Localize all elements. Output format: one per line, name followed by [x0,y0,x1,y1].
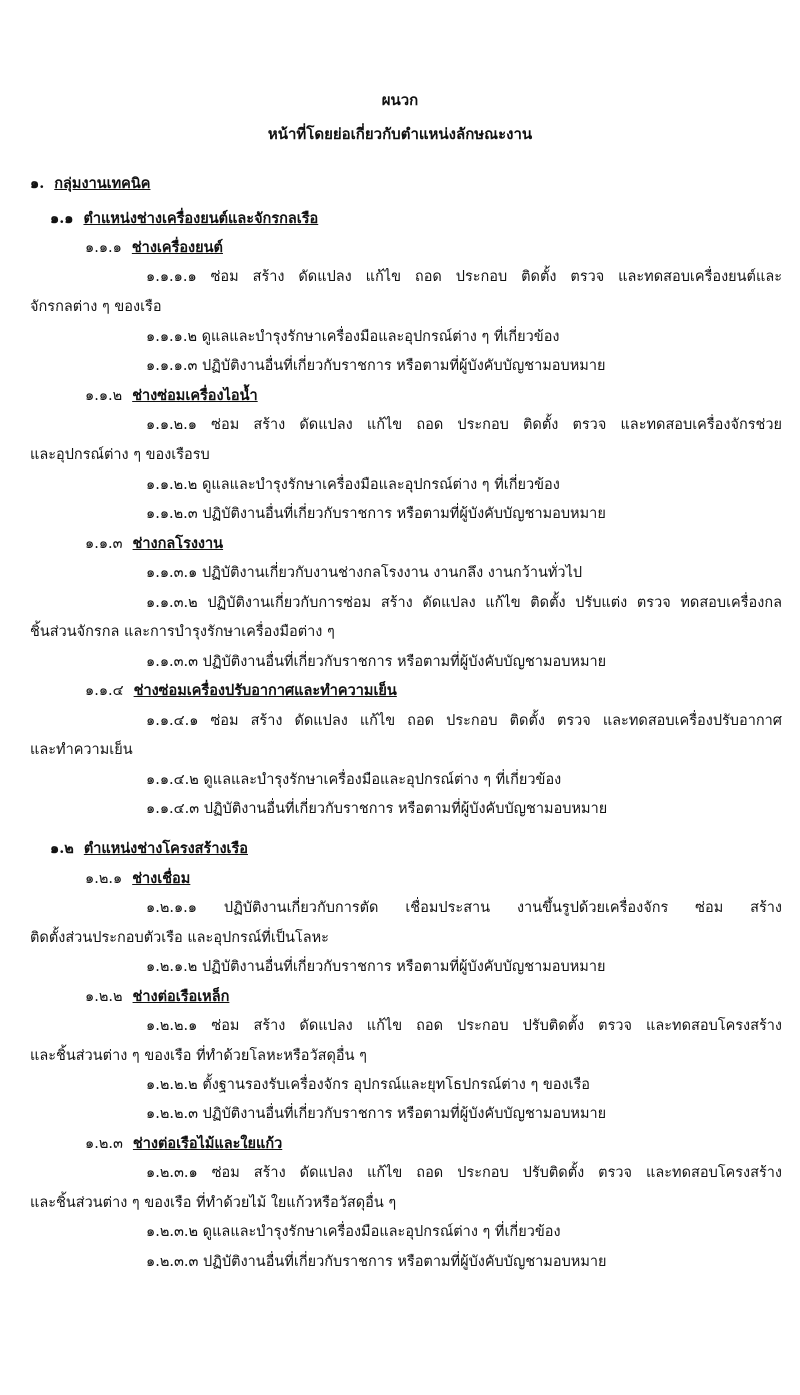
section-number: ๑.๑ [50,210,74,227]
section-label: ตำแหน่งช่างโครงสร้างเรือ [83,840,248,857]
subsection-heading [85,869,190,889]
subsection-heading [85,1134,282,1154]
subsection-heading [85,386,258,406]
item-text: และทำความเย็น [30,742,133,758]
item-text: ติดตั้งส่วนประกอบตัวเรือ และอุปกรณ์ที่เป็นโลหะ [30,930,329,946]
subsection-number: ๑.๑.๑ [85,240,122,256]
subsection-number: ๑.๑.๔ [85,683,124,699]
item-text: ๑.๒.๒.๒ ตั้งฐานรองรับเครื่องจักร อุปกรณ์และยุทโธปกรณ์ต่าง ๆ ของเรือ [146,1077,591,1093]
section-label: ตำแหน่งช่างเครื่องยนต์และจักรกลเรือ [83,210,319,227]
item-text: ๑.๑.๓.๑ ปฏิบัติงานเกี่ยวกับงานช่างกลโรงงาน งานกลึง งานกว้านทั่วไป [146,565,583,581]
item-text: ๑.๑.๑.๓ ปฏิบัติงานอื่นที่เกี่ยวกับราชการ หรือตามที่ผู้บังคับบัญชามอบหมาย [146,358,606,374]
subsection-number: ๑.๒.๓ [85,1136,123,1152]
item-text: ๑.๒.๒.๑ ซ่อม สร้าง ดัดแปลง แก้ไข ถอด ประกอบ ปรับติดตั้ง ตรวจ และทดสอบโครงสร้าง [146,1018,782,1034]
subsection-label: ช่างซ่อมเครื่องปรับอากาศและทำความเย็น [133,682,397,699]
subsection-heading [85,534,223,554]
item-text: ๑.๑.๑.๒ ดูแลและบำรุงรักษาเครื่องมือและอุปกรณ์ต่าง ๆ ที่เกี่ยวข้อง [146,329,560,345]
item-text: ๑.๒.๓.๒ ดูแลและบำรุงรักษาเครื่องมือและอุปกรณ์ต่าง ๆ ที่เกี่ยวข้อง [146,1224,561,1240]
item-text: ๑.๑.๓.๒ ปฏิบัติงานเกี่ยวกับการซ่อม สร้าง ดัดแปลง แก้ไข ติดตั้ง ปรับแต่ง ตรวจ ทดสอบเครื่องกล [146,595,782,611]
item-text: และชิ้นส่วนต่าง ๆ ของเรือ ที่ทำด้วยไม้ ใยแก้วหรือวัสดุอื่น ๆ [30,1195,397,1211]
item-text: ๑.๑.๔.๒ ดูแลและบำรุงรักษาเครื่องมือและอุปกรณ์ต่าง ๆ ที่เกี่ยวข้อง [146,772,562,788]
item-text: และอุปกรณ์ต่าง ๆ ของเรือรบ [30,447,210,463]
item-text: ๑.๒.๓.๑ ซ่อม สร้าง ดัดแปลง แก้ไข ถอด ประกอบ ปรับติดตั้ง ตรวจ และทดสอบโครงสร้าง [146,1165,782,1181]
document-subtitle: หน้าที่โดยย่อเกี่ยวกับตำแหน่งลักษณะงาน [267,125,533,143]
subsection-label: ช่างต่อเรือไม้และใยแก้ว [132,1135,283,1152]
section-number: ๑.๒ [50,840,74,857]
subsection-number: ๑.๑.๒ [85,388,123,404]
subsection-label: ช่างเชื่อม [132,870,191,887]
subsection-label: ช่างเครื่องยนต์ [131,239,223,256]
item-text: และชิ้นส่วนต่าง ๆ ของเรือ ที่ทำด้วยโลหะหรือวัสดุอื่น ๆ [30,1048,367,1064]
group-heading [30,174,150,194]
section-heading [50,209,318,229]
subsection-label: ช่างซ่อมเครื่องไอน้ำ [132,387,258,404]
document-title: ผนวก [381,91,419,109]
subsection-number: ๑.๑.๓ [85,536,123,552]
item-text: ๑.๑.๓.๓ ปฏิบัติงานอื่นที่เกี่ยวกับราชการ หรือตามที่ผู้บังคับบัญชามอบหมาย [146,654,607,670]
item-text: จักรกลต่าง ๆ ของเรือ [30,299,162,315]
item-text: ๑.๑.๑.๑ ซ่อม สร้าง ดัดแปลง แก้ไข ถอด ประกอบ ติดตั้ง ตรวจ และทดสอบเครื่องยนต์และ [146,269,782,285]
section-heading [50,839,248,859]
item-text: ๑.๑.๔.๑ ซ่อม สร้าง ดัดแปลง แก้ไข ถอด ประกอบ ติดตั้ง ตรวจ และทดสอบเครื่องปรับอากาศ [146,713,782,729]
item-text: ๑.๑.๒.๒ ดูแลและบำรุงรักษาเครื่องมือและอุปกรณ์ต่าง ๆ ที่เกี่ยวข้อง [146,477,560,493]
group-label: กลุ่มงานเทคนิค [54,175,151,192]
item-text: ๑.๑.๒.๑ ซ่อม สร้าง ดัดแปลง แก้ไข ถอด ประกอบ ติดตั้ง ตรวจ และทดสอบเครื่องจักรช่วย [146,417,782,433]
subsection-heading [85,238,223,258]
item-text: ชิ้นส่วนจักรกล และการบำรุงรักษาเครื่องมือต่าง ๆ [30,624,335,640]
subsection-label: ช่างกลโรงงาน [132,535,224,552]
subsection-number: ๑.๒.๑ [85,871,123,887]
group-number: ๑. [30,175,45,192]
subsection-heading [85,987,229,1007]
item-text: ๑.๑.๒.๓ ปฏิบัติงานอื่นที่เกี่ยวกับราชการ หรือตามที่ผู้บังคับบัญชามอบหมาย [146,506,606,522]
item-text: ๑.๒.๒.๓ ปฏิบัติงานอื่นที่เกี่ยวกับราชการ หรือตามที่ผู้บังคับบัญชามอบหมาย [146,1106,607,1122]
item-text: ๑.๒.๑.๒ ปฏิบัติงานอื่นที่เกี่ยวกับราชการ หรือตามที่ผู้บังคับบัญชามอบหมาย [146,959,606,975]
subsection-heading [85,681,397,701]
item-text: ๑.๒.๑.๑ ปฏิบัติงานเกี่ยวกับการตัด เชื่อมประสาน งานขึ้นรูปด้วยเครื่องจักร ซ่อม สร้าง [146,900,782,916]
subsection-number: ๑.๒.๒ [85,989,123,1005]
item-text: ๑.๒.๓.๓ ปฏิบัติงานอื่นที่เกี่ยวกับราชการ หรือตามที่ผู้บังคับบัญชามอบหมาย [146,1254,607,1270]
subsection-label: ช่างต่อเรือเหล็ก [132,988,230,1005]
item-text: ๑.๑.๔.๓ ปฏิบัติงานอื่นที่เกี่ยวกับราชการ หรือตามที่ผู้บังคับบัญชามอบหมาย [146,801,608,817]
